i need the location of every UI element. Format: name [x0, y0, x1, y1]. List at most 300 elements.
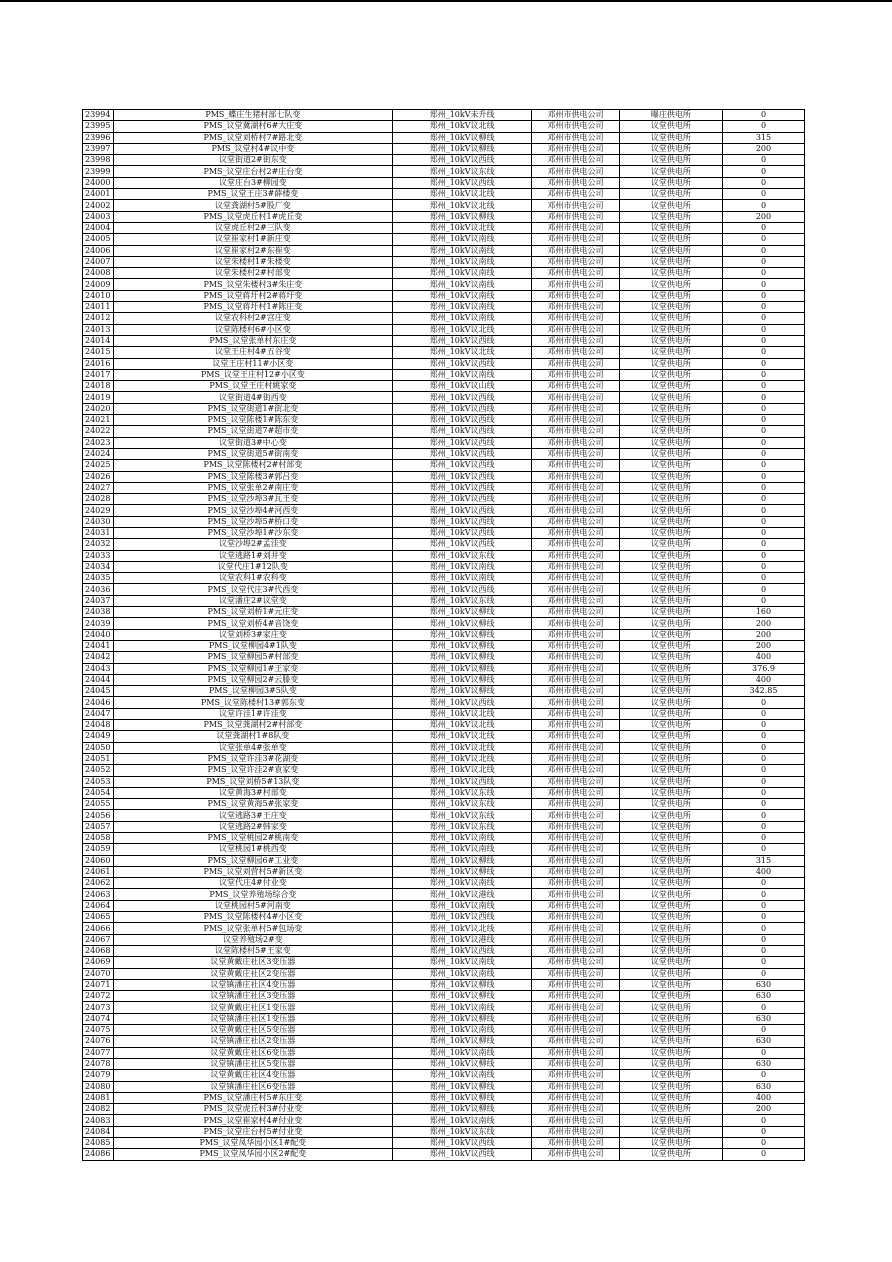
table-row: [83, 245, 805, 256]
capacity-cell: 0: [722, 810, 804, 821]
station-cell: 议堂供电所: [619, 1092, 722, 1103]
table-row: [83, 934, 805, 945]
transformer-name-cell: PMS_议堂张单村东庄变: [113, 335, 392, 346]
row-id-cell: 23999: [83, 166, 114, 177]
station-cell: 议堂供电所: [619, 256, 722, 267]
row-id-cell: 24017: [83, 369, 114, 380]
station-cell: 议堂供电所: [619, 686, 722, 697]
table-row: [83, 742, 805, 753]
table-row: [83, 844, 805, 855]
row-id-cell: 24062: [83, 878, 114, 889]
feeder-line-cell: 郑州_10kV议西线: [392, 460, 532, 471]
transformer-name-cell: 议堂逃路1#刘井变: [113, 550, 392, 561]
capacity-cell: 0: [722, 302, 804, 313]
transformer-name-cell: 议堂崔家村2#东崔变: [113, 245, 392, 256]
feeder-line-cell: 郑州_10kV议南线: [392, 256, 532, 267]
feeder-line-cell: 郑州_10kV议柳线: [392, 991, 532, 1002]
row-id-cell: 24057: [83, 821, 114, 832]
row-id-cell: 24080: [83, 1081, 114, 1092]
station-cell: 议堂供电所: [619, 618, 722, 629]
transformer-name-cell: PMS_议堂街道7#超市变: [113, 426, 392, 437]
capacity-cell: 0: [722, 313, 804, 324]
transformer-name-cell: PMS_议堂养殖场综合变: [113, 889, 392, 900]
station-cell: 议堂供电所: [619, 787, 722, 798]
transformer-name-cell: PMS_议堂代庄3#代西变: [113, 584, 392, 595]
table-row: [83, 787, 805, 798]
company-cell: 邓州市供电公司: [532, 471, 619, 482]
company-cell: 邓州市供电公司: [532, 448, 619, 459]
feeder-line-cell: 郑州_10kV议南线: [392, 302, 532, 313]
company-cell: 邓州市供电公司: [532, 1047, 619, 1058]
station-cell: 议堂供电所: [619, 731, 722, 742]
row-id-cell: 24064: [83, 900, 114, 911]
station-cell: 议堂供电所: [619, 166, 722, 177]
capacity-cell: 342.85: [722, 686, 804, 697]
station-cell: 议堂供电所: [619, 1126, 722, 1137]
row-id-cell: 24032: [83, 539, 114, 550]
capacity-cell: 200: [722, 640, 804, 651]
row-id-cell: 24022: [83, 426, 114, 437]
company-cell: 邓州市供电公司: [532, 878, 619, 889]
row-id-cell: 24041: [83, 640, 114, 651]
transformer-name-cell: PMS_议堂沙埠1#沙东变: [113, 527, 392, 538]
table-row: [83, 607, 805, 618]
table-row: [83, 1081, 805, 1092]
capacity-cell: 0: [722, 539, 804, 550]
feeder-line-cell: 郑州_10kV议北线: [392, 731, 532, 742]
feeder-line-cell: 郑州_10kV议柳线: [392, 1036, 532, 1047]
table-row: [83, 256, 805, 267]
company-cell: 邓州市供电公司: [532, 697, 619, 708]
transformer-name-cell: 议堂桃园村5#河南变: [113, 900, 392, 911]
company-cell: 邓州市供电公司: [532, 674, 619, 685]
row-id-cell: 24054: [83, 787, 114, 798]
transformer-name-cell: PMS_议堂蒋圩村1#陈庄变: [113, 302, 392, 313]
feeder-line-cell: 郑州_10kV议北线: [392, 347, 532, 358]
feeder-line-cell: 郑州_10kV议西线: [392, 426, 532, 437]
company-cell: 邓州市供电公司: [532, 595, 619, 606]
table-row: [83, 335, 805, 346]
company-cell: 邓州市供电公司: [532, 912, 619, 923]
row-id-cell: 24071: [83, 979, 114, 990]
station-cell: 议堂供电所: [619, 177, 722, 188]
station-cell: 议堂供电所: [619, 279, 722, 290]
station-cell: 议堂供电所: [619, 494, 722, 505]
capacity-cell: 0: [722, 121, 804, 132]
table-row: [83, 121, 805, 132]
transformer-name-cell: 议堂镇潘庄社区6变压器: [113, 1081, 392, 1092]
station-cell: 议堂供电所: [619, 132, 722, 143]
transformer-name-cell: PMS_议堂桃园2#桃南变: [113, 833, 392, 844]
capacity-cell: 315: [722, 855, 804, 866]
transformer-name-cell: 议堂镇潘庄社区1变压器: [113, 1013, 392, 1024]
company-cell: 邓州市供电公司: [532, 482, 619, 493]
company-cell: 邓州市供电公司: [532, 720, 619, 731]
company-cell: 邓州市供电公司: [532, 934, 619, 945]
table-row: [83, 1070, 805, 1081]
company-cell: 邓州市供电公司: [532, 494, 619, 505]
capacity-cell: 0: [722, 335, 804, 346]
station-cell: 议堂供电所: [619, 437, 722, 448]
row-id-cell: 24033: [83, 550, 114, 561]
transformer-name-cell: PMS_议堂虎丘村1#虎丘变: [113, 211, 392, 222]
company-cell: 邓州市供电公司: [532, 369, 619, 380]
company-cell: 邓州市供电公司: [532, 1126, 619, 1137]
station-cell: 议堂供电所: [619, 1104, 722, 1115]
table-row: [83, 1115, 805, 1126]
row-id-cell: 24083: [83, 1115, 114, 1126]
station-cell: 议堂供电所: [619, 460, 722, 471]
company-cell: 邓州市供电公司: [532, 1058, 619, 1069]
table-row: [83, 640, 805, 651]
station-cell: 议堂供电所: [619, 1138, 722, 1149]
company-cell: 邓州市供电公司: [532, 200, 619, 211]
transformer-name-cell: PMS_议堂沙埠5#桥口变: [113, 516, 392, 527]
transformer-name-cell: PMS_议堂村4#议中变: [113, 143, 392, 154]
table-row: [83, 957, 805, 968]
transformer-name-cell: PMS_议堂朱楼村3#朱庄变: [113, 279, 392, 290]
station-cell: 议堂供电所: [619, 347, 722, 358]
table-row: [83, 448, 805, 459]
company-cell: 邓州市供电公司: [532, 110, 619, 121]
transformer-name-cell: PMS_议堂柳园6#工业变: [113, 855, 392, 866]
row-id-cell: 24078: [83, 1058, 114, 1069]
transformer-name-cell: PMS_议堂柳园1#王家变: [113, 663, 392, 674]
company-cell: 邓州市供电公司: [532, 945, 619, 956]
capacity-cell: 400: [722, 674, 804, 685]
table-row: [83, 358, 805, 369]
capacity-cell: 0: [722, 550, 804, 561]
row-id-cell: 24082: [83, 1104, 114, 1115]
row-id-cell: 24048: [83, 720, 114, 731]
table-row: [83, 437, 805, 448]
capacity-cell: 0: [722, 268, 804, 279]
transformer-name-cell: 议堂潘庄2#议堂变: [113, 595, 392, 606]
row-id-cell: 24050: [83, 742, 114, 753]
station-cell: 曝庄供电所: [619, 110, 722, 121]
row-id-cell: 24008: [83, 268, 114, 279]
table-row: [83, 1058, 805, 1069]
station-cell: 议堂供电所: [619, 200, 722, 211]
capacity-cell: 0: [722, 844, 804, 855]
company-cell: 邓州市供电公司: [532, 1025, 619, 1036]
station-cell: 议堂供电所: [619, 415, 722, 426]
transformer-name-cell: PMS_议堂崔家村4#付业变: [113, 1115, 392, 1126]
transformer-name-cell: PMS_议堂街道5#街南变: [113, 448, 392, 459]
feeder-line-cell: 郑州_10kV议西线: [392, 527, 532, 538]
company-cell: 邓州市供电公司: [532, 324, 619, 335]
capacity-cell: 0: [722, 900, 804, 911]
company-cell: 邓州市供电公司: [532, 290, 619, 301]
transformer-name-cell: PMS_议堂凤华园小区2#配变: [113, 1149, 392, 1160]
table-row: [83, 889, 805, 900]
transformer-name-cell: PMS_议堂王庄村12#小区变: [113, 369, 392, 380]
feeder-line-cell: 郑州_10kV议西线: [392, 1138, 532, 1149]
feeder-line-cell: 郑州_10kV议西线: [392, 392, 532, 403]
capacity-cell: 400: [722, 866, 804, 877]
row-id-cell: 24026: [83, 471, 114, 482]
table-row: [83, 268, 805, 279]
station-cell: 议堂供电所: [619, 1047, 722, 1058]
table-row: [83, 494, 805, 505]
station-cell: 议堂供电所: [619, 742, 722, 753]
station-cell: 议堂供电所: [619, 753, 722, 764]
transformer-name-cell: 议堂镇潘庄社区2变压器: [113, 1036, 392, 1047]
transformer-name-cell: 议堂街道2#街东变: [113, 155, 392, 166]
transformer-name-cell: 议堂街道3#中心变: [113, 437, 392, 448]
company-cell: 邓州市供电公司: [532, 1002, 619, 1013]
capacity-cell: 200: [722, 211, 804, 222]
feeder-line-cell: 郑州_10kV议西线: [392, 584, 532, 595]
station-cell: 议堂供电所: [619, 833, 722, 844]
feeder-line-cell: 郑州_10kV议柳线: [392, 1013, 532, 1024]
company-cell: 邓州市供电公司: [532, 810, 619, 821]
feeder-line-cell: 郑州_10kV议西线: [392, 448, 532, 459]
row-id-cell: 24074: [83, 1013, 114, 1024]
station-cell: 议堂供电所: [619, 482, 722, 493]
station-cell: 议堂供电所: [619, 1081, 722, 1092]
company-cell: 邓州市供电公司: [532, 279, 619, 290]
capacity-cell: 0: [722, 110, 804, 121]
table-row: [83, 290, 805, 301]
table-row: [83, 313, 805, 324]
station-cell: 议堂供电所: [619, 945, 722, 956]
station-cell: 议堂供电所: [619, 674, 722, 685]
table-row: [83, 539, 805, 550]
company-cell: 邓州市供电公司: [532, 652, 619, 663]
row-id-cell: 24085: [83, 1138, 114, 1149]
station-cell: 议堂供电所: [619, 810, 722, 821]
transformer-name-cell: 议堂黄戴庄社区4变压器: [113, 1070, 392, 1081]
company-cell: 邓州市供电公司: [532, 437, 619, 448]
feeder-line-cell: 郑州_10kV议西线: [392, 177, 532, 188]
station-cell: 议堂供电所: [619, 855, 722, 866]
table-row: [83, 1138, 805, 1149]
capacity-cell: 0: [722, 945, 804, 956]
station-cell: 议堂供电所: [619, 268, 722, 279]
feeder-line-cell: 郑州_10kV议南线: [392, 369, 532, 380]
row-id-cell: 24047: [83, 708, 114, 719]
feeder-line-cell: 郑州_10kV议北线: [392, 742, 532, 753]
capacity-cell: 0: [722, 155, 804, 166]
transformer-name-cell: PMS_议堂虎丘村3#付业变: [113, 1104, 392, 1115]
transformer-name-cell: PMS_议堂沙埠4#河西变: [113, 505, 392, 516]
station-cell: 议堂供电所: [619, 979, 722, 990]
transformer-name-cell: 议堂黄海3#村部变: [113, 787, 392, 798]
row-id-cell: 24063: [83, 889, 114, 900]
company-cell: 邓州市供电公司: [532, 1081, 619, 1092]
company-cell: 邓州市供电公司: [532, 155, 619, 166]
table-row: [83, 878, 805, 889]
row-id-cell: 24036: [83, 584, 114, 595]
company-cell: 邓州市供电公司: [532, 539, 619, 550]
station-cell: 议堂供电所: [619, 505, 722, 516]
station-cell: 议堂供电所: [619, 313, 722, 324]
transformer-name-cell: 议堂黄戴庄社区5变压器: [113, 1025, 392, 1036]
table-row: [83, 222, 805, 233]
transformer-name-cell: PMS_议堂张单2#南庄变: [113, 482, 392, 493]
table-row: [83, 979, 805, 990]
capacity-cell: 0: [722, 923, 804, 934]
transformer-name-cell: PMS_议堂龚湖村2#村部变: [113, 720, 392, 731]
row-id-cell: 24021: [83, 415, 114, 426]
table-row: [83, 697, 805, 708]
table-row: [83, 1002, 805, 1013]
feeder-line-cell: 郑州_10kV议柳线: [392, 640, 532, 651]
company-cell: 邓州市供电公司: [532, 753, 619, 764]
table-row: [83, 381, 805, 392]
station-cell: 议堂供电所: [619, 234, 722, 245]
company-cell: 邓州市供电公司: [532, 234, 619, 245]
table-row: [83, 731, 805, 742]
table-row: [83, 561, 805, 572]
feeder-line-cell: 郑州_10kV议东线: [392, 595, 532, 606]
feeder-line-cell: 郑州_10kV议柳线: [392, 1058, 532, 1069]
table-row: [83, 923, 805, 934]
row-id-cell: 24005: [83, 234, 114, 245]
capacity-cell: 0: [722, 561, 804, 572]
company-cell: 邓州市供电公司: [532, 460, 619, 471]
row-id-cell: 24045: [83, 686, 114, 697]
row-id-cell: 24006: [83, 245, 114, 256]
transformer-name-cell: 议堂逃路3#王庄变: [113, 810, 392, 821]
row-id-cell: 24068: [83, 945, 114, 956]
feeder-line-cell: 郑州_10kV议北线: [392, 324, 532, 335]
transformer-name-cell: 议堂农科村2#宫庄变: [113, 313, 392, 324]
row-id-cell: 24001: [83, 189, 114, 200]
table-row: [83, 1149, 805, 1160]
capacity-cell: 0: [722, 256, 804, 267]
table-row: [83, 1126, 805, 1137]
capacity-cell: 0: [722, 1070, 804, 1081]
station-cell: 议堂供电所: [619, 392, 722, 403]
feeder-line-cell: 郑州_10kV议柳线: [392, 686, 532, 697]
station-cell: 议堂供电所: [619, 448, 722, 459]
table-row: [83, 573, 805, 584]
transformer-name-cell: PMS_议堂刘桥5#13队变: [113, 776, 392, 787]
transformer-name-cell: 议堂街道4#街西变: [113, 392, 392, 403]
row-id-cell: 24058: [83, 833, 114, 844]
capacity-cell: 0: [722, 527, 804, 538]
company-cell: 邓州市供电公司: [532, 347, 619, 358]
table-row: [83, 866, 805, 877]
table-row: [83, 279, 805, 290]
capacity-cell: 0: [722, 765, 804, 776]
capacity-cell: 0: [722, 166, 804, 177]
feeder-line-cell: 郑州_10kV议东线: [392, 550, 532, 561]
capacity-cell: 0: [722, 1126, 804, 1137]
row-id-cell: 24067: [83, 934, 114, 945]
table-row: [83, 132, 805, 143]
transformer-name-cell: 议堂张单4#张单变: [113, 742, 392, 753]
feeder-line-cell: 郑州_10kV议柳线: [392, 629, 532, 640]
transformer-name-cell: PMS_议堂陈楼1#陈东变: [113, 415, 392, 426]
feeder-line-cell: 郑州_10kV议东线: [392, 799, 532, 810]
transformer-name-cell: PMS_议堂柳园4#1队变: [113, 640, 392, 651]
station-cell: 议堂供电所: [619, 1070, 722, 1081]
company-cell: 邓州市供电公司: [532, 686, 619, 697]
company-cell: 邓州市供电公司: [532, 799, 619, 810]
capacity-cell: 0: [722, 742, 804, 753]
feeder-line-cell: 郑州_10kV议南线: [392, 844, 532, 855]
station-cell: 议堂供电所: [619, 121, 722, 132]
capacity-cell: 0: [722, 189, 804, 200]
company-cell: 邓州市供电公司: [532, 166, 619, 177]
capacity-cell: 0: [722, 347, 804, 358]
feeder-line-cell: 郑州_10kV议南线: [392, 279, 532, 290]
feeder-line-cell: 郑州_10kV议柳线: [392, 1081, 532, 1092]
station-cell: 议堂供电所: [619, 720, 722, 731]
capacity-cell: 0: [722, 471, 804, 482]
table-row: [83, 471, 805, 482]
row-id-cell: 24075: [83, 1025, 114, 1036]
table-row: [83, 403, 805, 414]
company-cell: 邓州市供电公司: [532, 302, 619, 313]
transformer-name-cell: 议堂养殖场2#变: [113, 934, 392, 945]
feeder-line-cell: 郑州_10kV议南线: [392, 1002, 532, 1013]
feeder-line-cell: 郑州_10kV议山线: [392, 381, 532, 392]
table-row: [83, 426, 805, 437]
capacity-cell: 0: [722, 833, 804, 844]
capacity-cell: 0: [722, 697, 804, 708]
capacity-cell: 160: [722, 607, 804, 618]
feeder-line-cell: 郑州_10kV议西线: [392, 155, 532, 166]
company-cell: 邓州市供电公司: [532, 426, 619, 437]
feeder-line-cell: 郑州_10kV议南线: [392, 968, 532, 979]
company-cell: 邓州市供电公司: [532, 189, 619, 200]
row-id-cell: 24043: [83, 663, 114, 674]
capacity-cell: 0: [722, 369, 804, 380]
capacity-cell: 0: [722, 889, 804, 900]
table-row: [83, 912, 805, 923]
table-row: [83, 1036, 805, 1047]
station-cell: 议堂供电所: [619, 211, 722, 222]
row-id-cell: 23998: [83, 155, 114, 166]
row-id-cell: 24011: [83, 302, 114, 313]
company-cell: 邓州市供电公司: [532, 1036, 619, 1047]
capacity-cell: 400: [722, 652, 804, 663]
feeder-line-cell: 郑州_10kV议北线: [392, 720, 532, 731]
company-cell: 邓州市供电公司: [532, 177, 619, 188]
table-row: [83, 708, 805, 719]
table-row: [83, 686, 805, 697]
capacity-cell: 0: [722, 720, 804, 731]
table-row: [83, 143, 805, 154]
table-row: [83, 652, 805, 663]
station-cell: 议堂供电所: [619, 629, 722, 640]
row-id-cell: 24073: [83, 1002, 114, 1013]
table-row: [83, 753, 805, 764]
capacity-cell: 0: [722, 708, 804, 719]
station-cell: 议堂供电所: [619, 1036, 722, 1047]
row-id-cell: 24030: [83, 516, 114, 527]
capacity-cell: 0: [722, 460, 804, 471]
row-id-cell: 23995: [83, 121, 114, 132]
transformer-name-cell: PMS_议堂刘营村5#新区变: [113, 866, 392, 877]
capacity-cell: 0: [722, 516, 804, 527]
feeder-line-cell: 郑州_10kV议北线: [392, 753, 532, 764]
transformer-name-cell: PMS_议堂柳园5#村部变: [113, 652, 392, 663]
capacity-cell: 0: [722, 731, 804, 742]
row-id-cell: 24013: [83, 324, 114, 335]
feeder-line-cell: 郑州_10kV议西线: [392, 494, 532, 505]
capacity-cell: 0: [722, 1138, 804, 1149]
row-id-cell: 24020: [83, 403, 114, 414]
station-cell: 议堂供电所: [619, 991, 722, 1002]
table-row: [83, 776, 805, 787]
feeder-line-cell: 郑州_10kV议南线: [392, 234, 532, 245]
feeder-line-cell: 郑州_10kV议南线: [392, 313, 532, 324]
